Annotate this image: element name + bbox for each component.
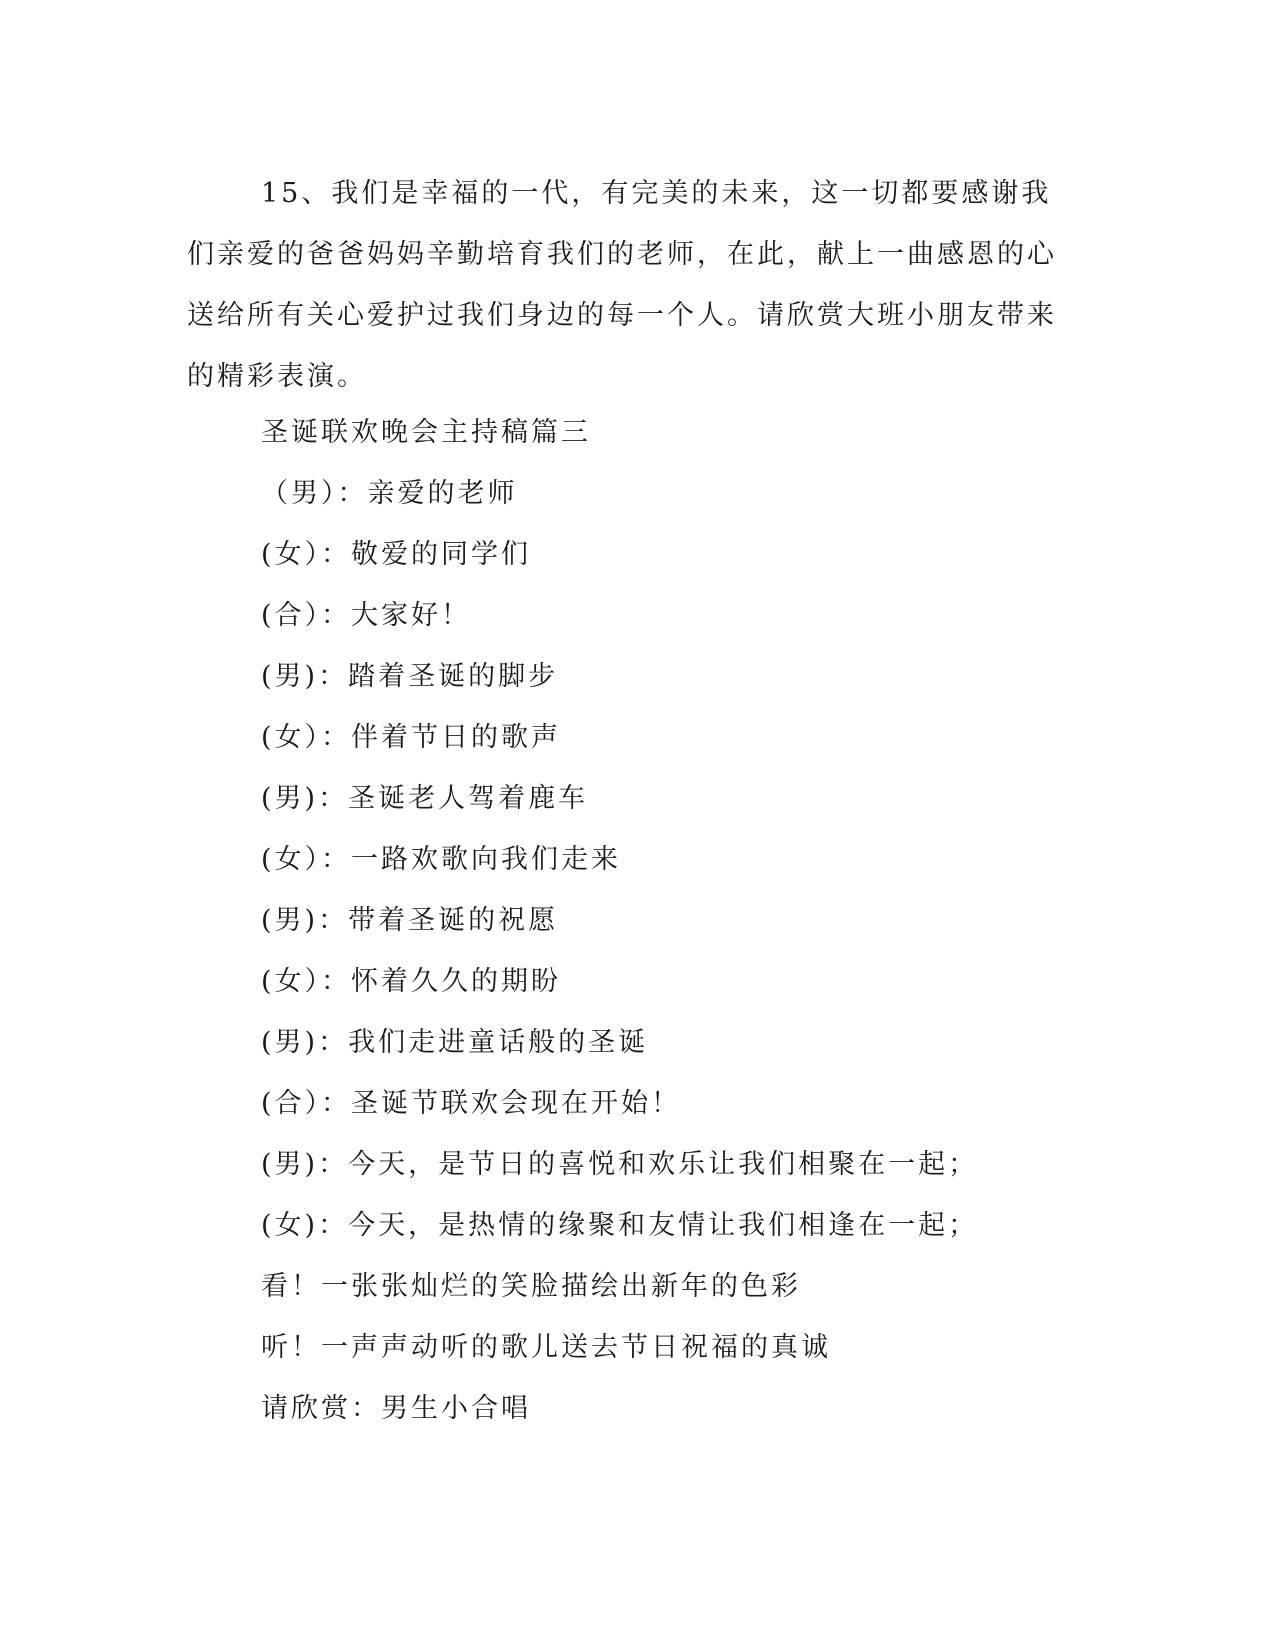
script-line: (合）：圣诞节联欢会现在开始！ [261,1088,682,1119]
script-line: （男）：亲爱的老师 [261,478,518,509]
intro-paragraph: 15、我们是幸福的一代，有完美的未来，这一切都要感谢我们亲爱的爸爸妈妈辛勤培育我们的老师，在此，献上一曲感恩的心送给所有关心爱护过我们身边的每一个人。请欣赏大班小朋友带来的精彩表演。 [187,178,1057,392]
script-line: (男)：圣诞老人驾着鹿车 [261,783,589,814]
script-line: 请欣赏：男生小合唱 [261,1393,531,1424]
script-line: (合）：大家好！ [261,600,472,631]
script-line: 听！一声声动听的歌儿送去节日祝福的真诚 [261,1332,831,1363]
script-line: (女）：怀着久久的期盼 [261,966,562,997]
script-line: (男)：踏着圣诞的脚步 [261,661,559,692]
script-line: (女）：伴着节日的歌声 [261,722,562,753]
script-line: (女）：敬爱的同学们 [261,539,532,570]
section-heading: 圣诞联欢晚会主持稿篇三 [261,417,591,448]
script-lines [261,402,1061,1439]
script-line: (男)：带着圣诞的祝愿 [261,905,559,936]
script-line: 看！一张张灿烂的笑脸描绘出新年的色彩 [261,1271,801,1302]
script-line: (女)：今天，是热情的缘聚和友情让我们相逢在一起； [261,1210,979,1241]
script-line: (女）：一路欢歌向我们走来 [261,844,622,875]
script-line: (男)：今天，是节日的喜悦和欢乐让我们相聚在一起； [261,1149,979,1180]
script-line: (男)：我们走进童话般的圣诞 [261,1027,649,1058]
